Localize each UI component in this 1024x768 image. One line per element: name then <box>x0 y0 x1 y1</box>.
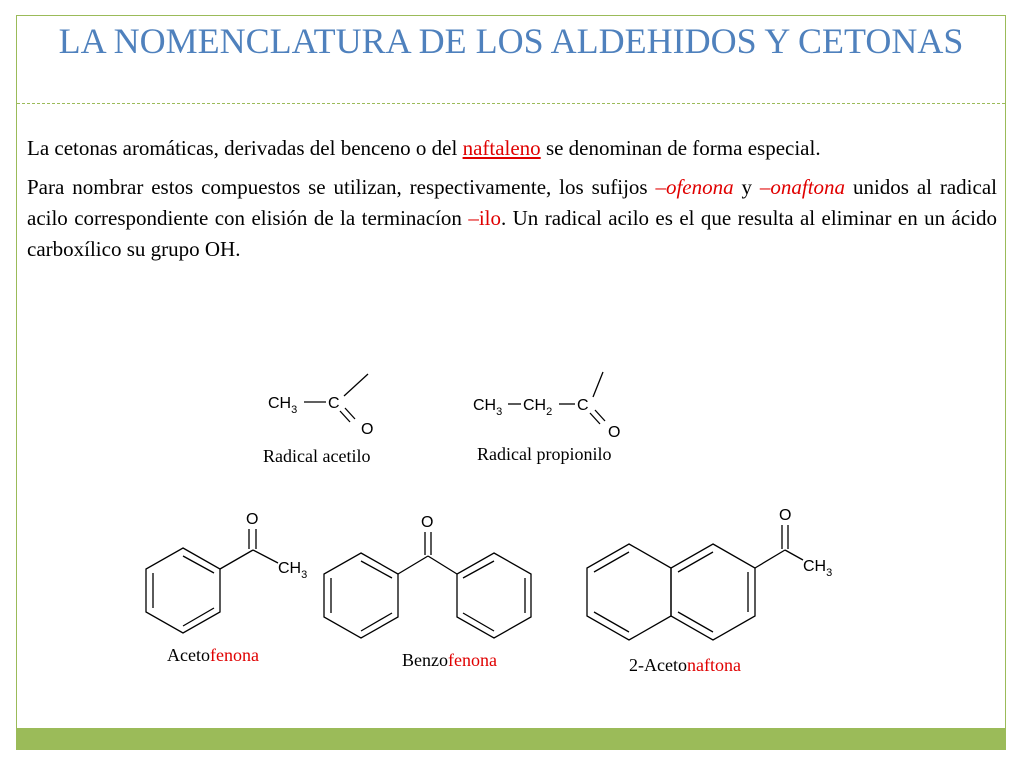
benzophenone-caption: Benzofenona <box>402 650 497 670</box>
acetophenone-o-label: O <box>246 511 259 528</box>
paragraph-2-part3: unidos al radical acilo correspondiente con elisión de la terminacíon <box>27 175 997 230</box>
propionyl-o-label: O <box>608 424 621 441</box>
acetyl-c-label: C <box>328 395 340 412</box>
acetophenone-structure <box>146 511 307 665</box>
propionyl-c-label: C <box>577 397 589 414</box>
acetophenone-ch3-label: $CH_3$ <box>278 560 308 581</box>
benzophenone-structure <box>324 514 531 670</box>
acetonaphthone-o-label: O <box>779 507 792 524</box>
propionyl-caption: Radical propionilo <box>477 444 612 464</box>
propionyl-ch3-label: $CH_3$ <box>473 397 503 418</box>
acetonaphthone-caption: 2-Acetonaftona <box>629 655 741 675</box>
acetyl-ch3-label: $CH_3$ <box>268 395 298 416</box>
acetonaphthone-structure <box>587 507 832 675</box>
slide-title: LA NOMENCLATURA DE LOS ALDEHIDOS Y CETONAS <box>58 21 964 61</box>
acetophenone-caption: Acetofenona <box>167 645 259 665</box>
paragraph-1-text: La cetonas aromáticas, derivadas del benceno o del <box>27 136 463 160</box>
acetyl-caption: Radical acetilo <box>263 446 371 466</box>
propionyl-radical-structure <box>473 372 620 464</box>
suffix-ofenona: –ofenona <box>655 175 734 199</box>
suffix-ilo: –ilo <box>468 206 501 230</box>
acetonaphthone-ch3-label: $CH_3$ <box>803 558 833 579</box>
suffix-onaftona: –onaftona <box>759 175 846 199</box>
paragraph-2-part2: y <box>733 175 760 199</box>
acetyl-o-label: O <box>361 421 374 438</box>
paragraph-2-part4: . Un radical acilo es el que resulta al eliminar en un ácido carboxílico su grupo OH. <box>27 206 997 261</box>
paragraph-1-text-end: se denominan de forma especial. <box>540 136 821 160</box>
naftaleno-link[interactable]: naftaleno <box>462 136 541 160</box>
benzophenone-o-label: O <box>421 514 434 531</box>
acetyl-radical-structure <box>263 374 373 466</box>
footer-bar <box>17 728 1005 750</box>
paragraph-2-part1: Para nombrar estos compuestos se utilizan, respectivamente, los sufijos <box>27 175 656 199</box>
propionyl-ch2-label: $CH_2$ <box>523 397 553 418</box>
